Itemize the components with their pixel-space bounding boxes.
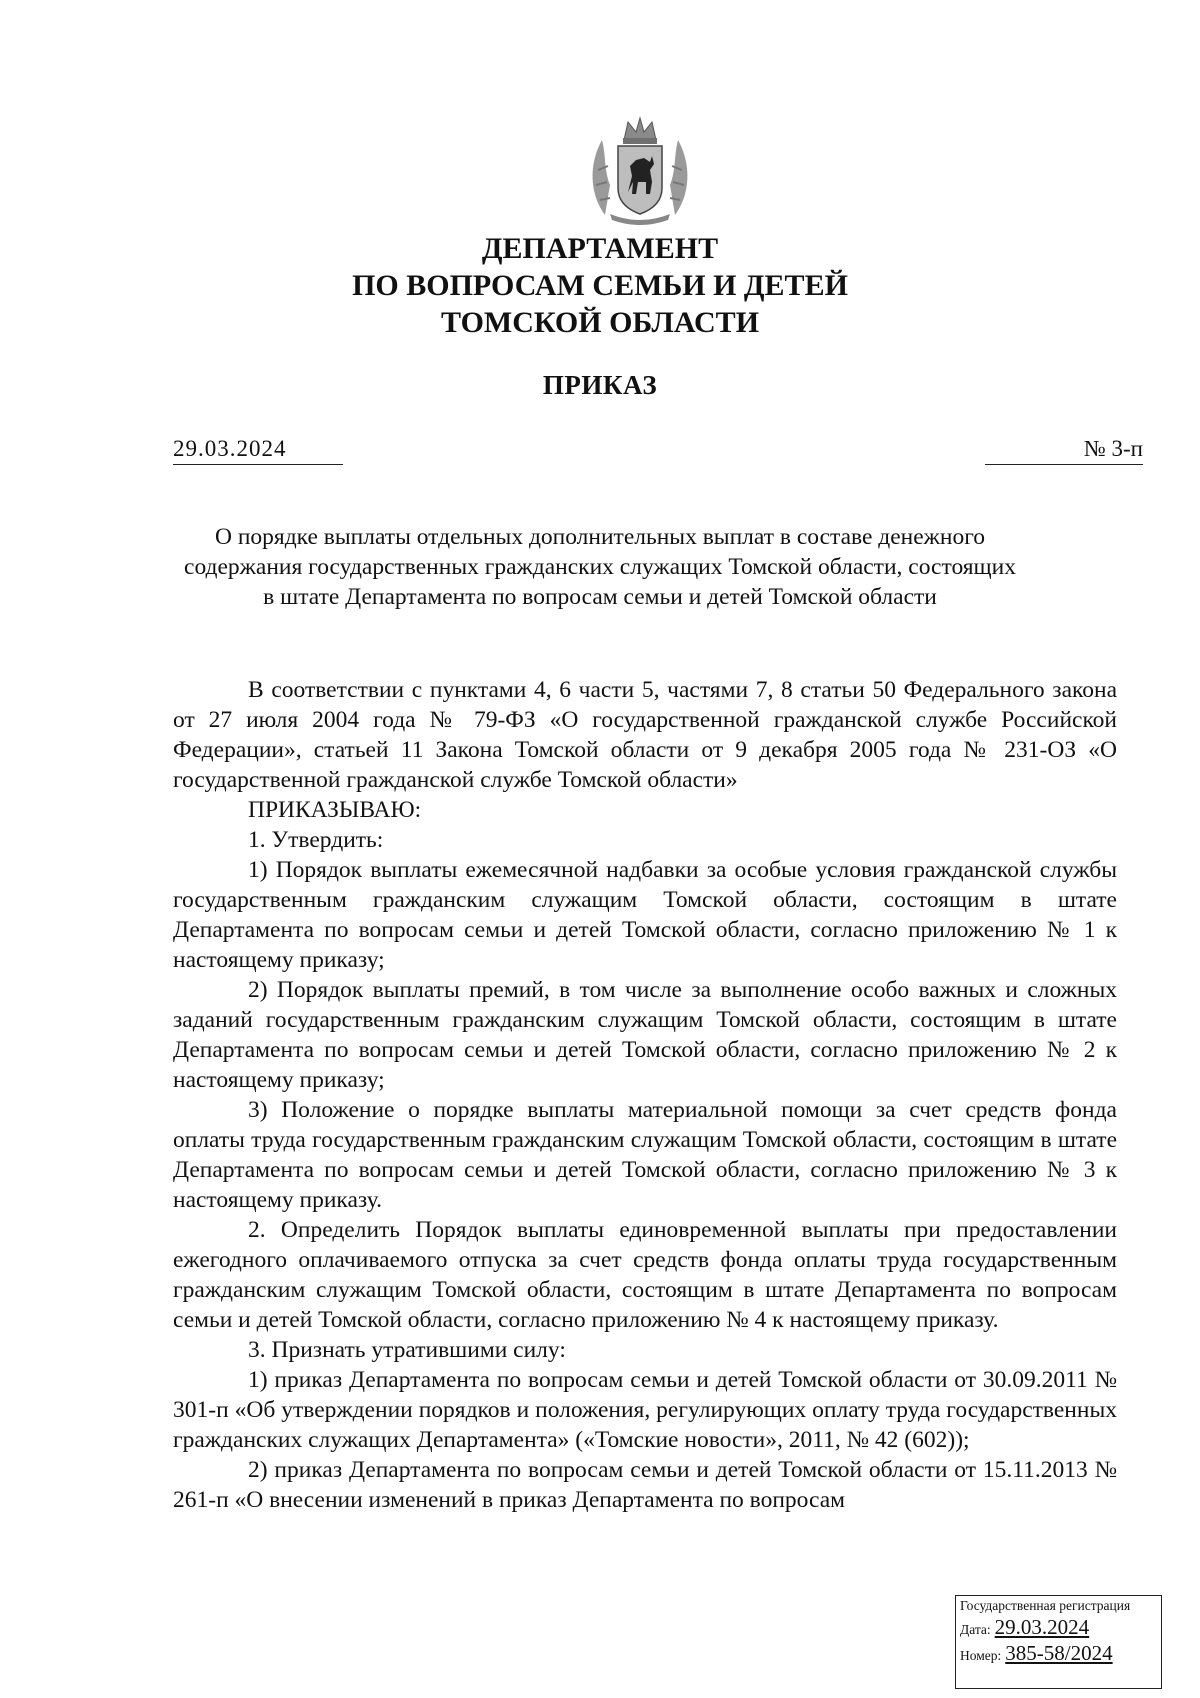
- order-subject: [160, 522, 1040, 612]
- order-number: № 3-п: [985, 436, 1143, 465]
- paragraph-1-1: 1) Порядок выплаты ежемесячной надбавки за особые условия гражданской службы государственным гражданским служащим Томской области, состоящим в штате Департамента по вопросам семьи и детей Томской области, согласно приложению № 1 к настоящему приказу;: [173, 857, 1117, 973]
- paragraph-3-1: 1) приказ Департамента по вопросам семьи и детей Томской области от 30.09.2011 № 301-п «Об утверждении порядков и положения, регулирующих оплату труда государственных гражданских служащих Департамента» («Томские новости», 2011, № 42 (602));: [173, 1367, 1117, 1453]
- paragraph-2: 2. Определить Порядок выплаты единовременной выплаты при предоставлении ежегодного оплачиваемого отпуска за счет средств фонда оплаты труда государственным гражданским служащим Томской области, состоящим в штате Департамента по вопросам семьи и детей Томской области, согласно приложению № 4 к настоящему приказу.: [173, 1217, 1117, 1333]
- paragraph-3: 3. Признать утратившими силу:: [248, 1337, 566, 1363]
- registration-number-label: Номер:: [960, 1648, 1002, 1663]
- paragraph-1-3: 3) Положение о порядке выплаты материальной помощи за счет средств фонда оплаты труда государственным гражданским служащим Томской области, состоящим в штате Департамента по вопросам семьи и детей Томской области, согласно приложению № 3 к настоящему приказу.: [173, 1097, 1117, 1213]
- department-header: [0, 230, 1200, 341]
- registration-number-value: 385-58/2024: [1005, 1641, 1113, 1665]
- registration-date-row: [956, 1614, 1161, 1640]
- registration-date-label: Дата:: [960, 1622, 991, 1637]
- department-line-2: ПО ВОПРОСАМ СЕМЬИ И ДЕТЕЙ: [352, 269, 848, 302]
- preamble-paragraph: В соответствии с пунктами 4, 6 части 5, частями 7, 8 статьи 50 Федерального закона от 27 июля 2004 года № 79-ФЗ «О государственной гражданской службе Российской Федерации», статьей 11 Закона Томской области от 9 декабря 2005 года № 231-ОЗ «О государственной гражданской службе Томской области»: [173, 677, 1117, 793]
- registration-number-row: [956, 1640, 1161, 1666]
- registration-title: Государственная регистрация: [960, 1598, 1131, 1613]
- order-body: [173, 675, 1117, 1515]
- order-title: ПРИКАЗ: [542, 370, 658, 400]
- paragraph-1-2: 2) Порядок выплаты премий, в том числе за выполнение особо важных и сложных заданий государственным гражданским служащим Томской области, состоящим в штате Департамента по вопросам семьи и детей Томской области, согласно приложению № 2 к настоящему приказу;: [173, 977, 1117, 1093]
- order-word: ПРИКАЗЫВАЮ:: [248, 797, 422, 823]
- subject-line-3: в штате Департамента по вопросам семьи и детей Томской области: [263, 584, 937, 610]
- paragraph-1: 1. Утвердить:: [248, 827, 384, 853]
- subject-line-2: содержания государственных гражданских служащих Томской области, состоящих: [184, 554, 1016, 580]
- order-date: 29.03.2024: [173, 436, 343, 465]
- registration-date-value: 29.03.2024: [994, 1615, 1090, 1639]
- department-line-1: ДЕПАРТАМЕНТ: [481, 232, 719, 265]
- department-line-3: ТОМСКОЙ ОБЛАСТИ: [440, 306, 760, 339]
- paragraph-3-2: 2) приказ Департамента по вопросам семьи и детей Томской области от 15.11.2013 № 261-п «О внесении изменений в приказ Департамента по вопросам: [173, 1457, 1117, 1513]
- registration-stamp: [955, 1595, 1162, 1689]
- subject-line-1: О порядке выплаты отдельных дополнительных выплат в составе денежного: [214, 524, 986, 550]
- tomsk-region-coat-of-arms-icon: [580, 110, 700, 230]
